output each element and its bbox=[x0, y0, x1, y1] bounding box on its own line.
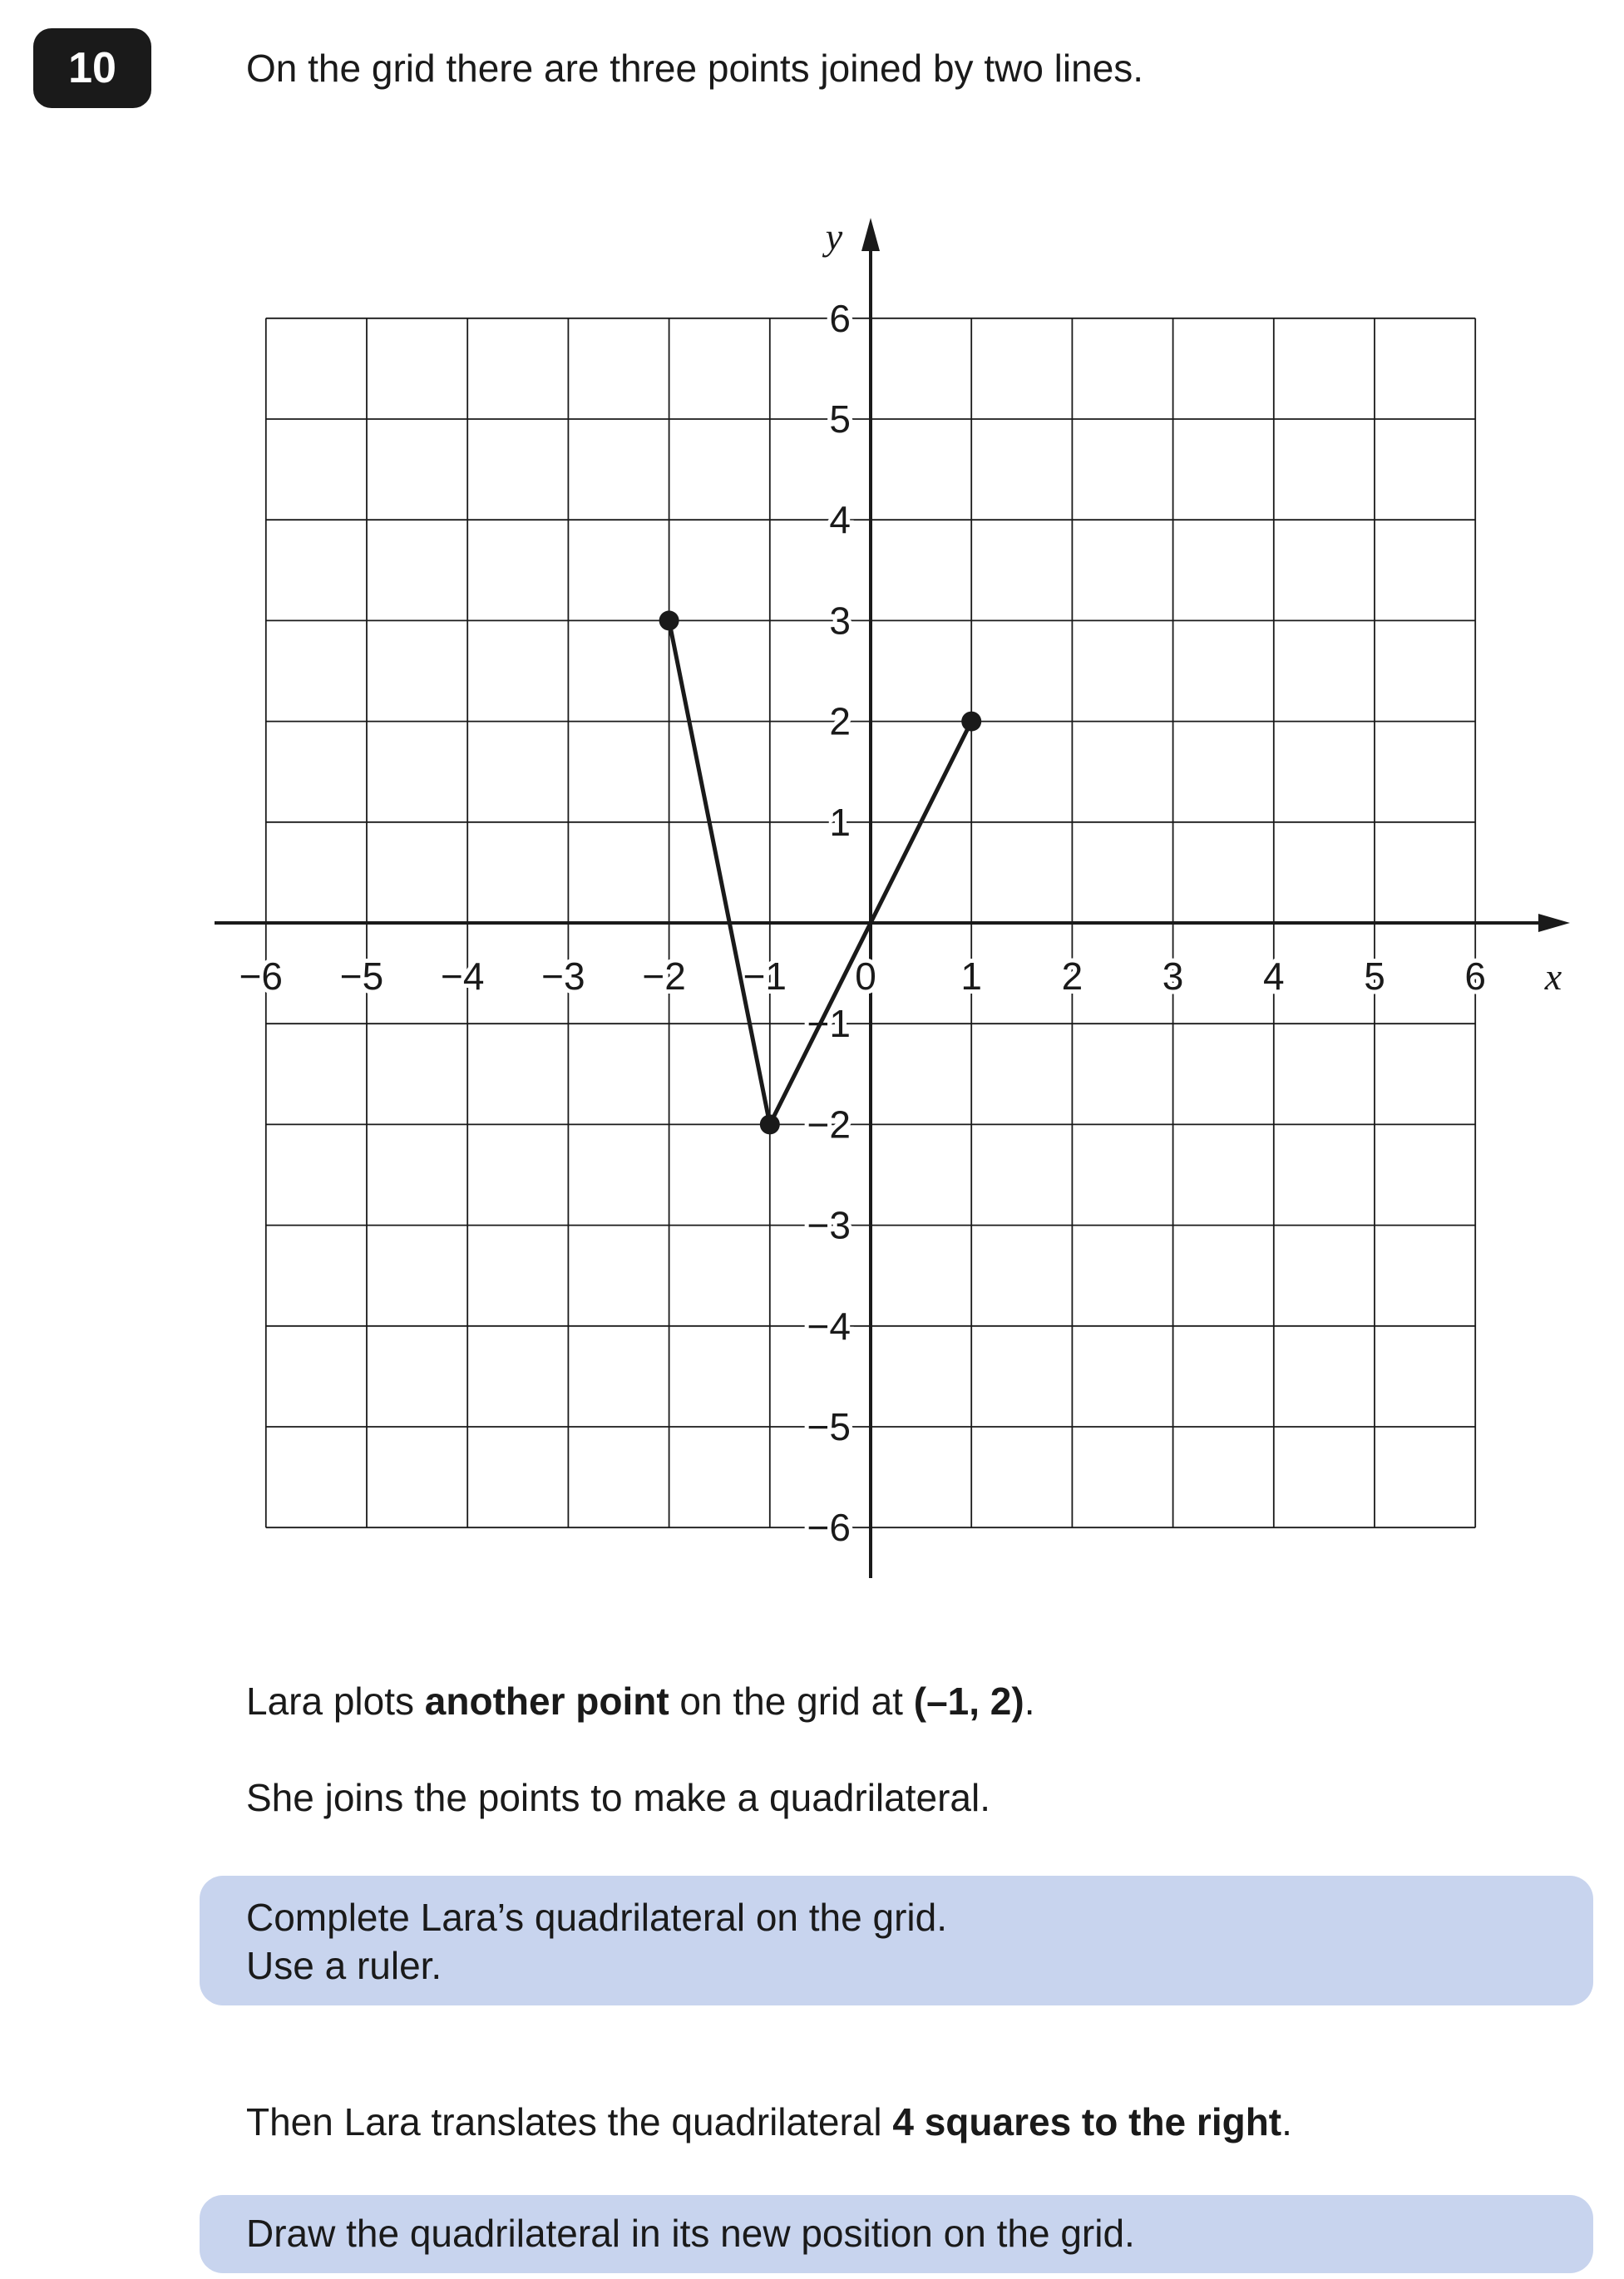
paragraph-another-point bbox=[246, 1678, 1034, 1724]
line-segment bbox=[669, 620, 770, 1124]
y-tick-label: 5 bbox=[829, 397, 851, 441]
y-tick-label: −4 bbox=[807, 1304, 851, 1348]
p1-bold-another-point: another point bbox=[424, 1680, 669, 1723]
x-tick-label: 0 bbox=[855, 955, 876, 998]
paragraph-join-points: She joins the points to make a quadrilateral. bbox=[246, 1776, 990, 1819]
x-tick-label: 2 bbox=[1061, 955, 1083, 998]
y-tick-label: −5 bbox=[807, 1405, 851, 1448]
x-tick-label: −3 bbox=[541, 955, 585, 998]
x-axis-arrow-icon bbox=[1538, 914, 1570, 932]
x-tick-label: 4 bbox=[1263, 955, 1285, 998]
intro-text: On the grid there are three points joined by two lines. bbox=[246, 47, 1144, 90]
task1-line1: Complete Lara’s quadrilateral on the grid. bbox=[246, 1896, 947, 1939]
segments bbox=[669, 620, 972, 1124]
x-tick-label: 5 bbox=[1364, 955, 1385, 998]
x-tick-label: 3 bbox=[1162, 955, 1184, 998]
task-box-draw-translation bbox=[200, 2195, 1593, 2273]
task2-line: Draw the quadrilateral in its new position on the grid. bbox=[246, 2212, 1135, 2255]
plotted-point bbox=[760, 1114, 780, 1134]
y-tick-label: 2 bbox=[829, 699, 851, 743]
p1-post: . bbox=[1024, 1680, 1035, 1723]
plotted-point bbox=[659, 610, 679, 630]
x-tick-label: −1 bbox=[743, 955, 787, 998]
y-tick-label: −6 bbox=[807, 1506, 851, 1550]
y-tick-label: 4 bbox=[829, 498, 851, 542]
paragraph-translate bbox=[246, 2099, 1292, 2145]
plotted-point bbox=[961, 712, 981, 732]
p1-pre: Lara plots bbox=[246, 1680, 425, 1723]
x-tick-label: 6 bbox=[1464, 955, 1486, 998]
x-tick-label: 1 bbox=[960, 955, 982, 998]
y-tick-label: 1 bbox=[829, 800, 851, 844]
p1-mid: on the grid at bbox=[669, 1680, 914, 1723]
y-tick-label: −2 bbox=[807, 1103, 851, 1147]
y-tick-label: −3 bbox=[807, 1203, 851, 1247]
y-axis-arrow-icon bbox=[861, 218, 880, 251]
question-number-badge: 10 bbox=[33, 28, 151, 108]
points bbox=[659, 610, 982, 1134]
tick-labels bbox=[239, 215, 1562, 1549]
y-tick-label: 6 bbox=[829, 296, 851, 340]
axes bbox=[215, 218, 1570, 1578]
p3-bold: 4 squares to the right bbox=[892, 2100, 1282, 2143]
p3-pre: Then Lara translates the quadrilateral bbox=[246, 2100, 893, 2143]
x-axis-label: x bbox=[1544, 955, 1562, 998]
x-tick-label: −4 bbox=[440, 955, 485, 998]
x-tick-label: −5 bbox=[339, 955, 384, 998]
x-tick-label: −6 bbox=[239, 955, 284, 998]
x-tick-label: −2 bbox=[642, 955, 686, 998]
p1-bold-coordinate: (–1, 2) bbox=[913, 1680, 1024, 1723]
y-tick-label: 3 bbox=[829, 599, 851, 643]
y-tick-label: −1 bbox=[807, 1002, 851, 1046]
task-box-complete-quadrilateral bbox=[200, 1876, 1593, 2005]
y-axis-label: y bbox=[825, 215, 843, 258]
task1-line2: Use a ruler. bbox=[246, 1944, 442, 1987]
p3-post: . bbox=[1281, 2100, 1292, 2143]
